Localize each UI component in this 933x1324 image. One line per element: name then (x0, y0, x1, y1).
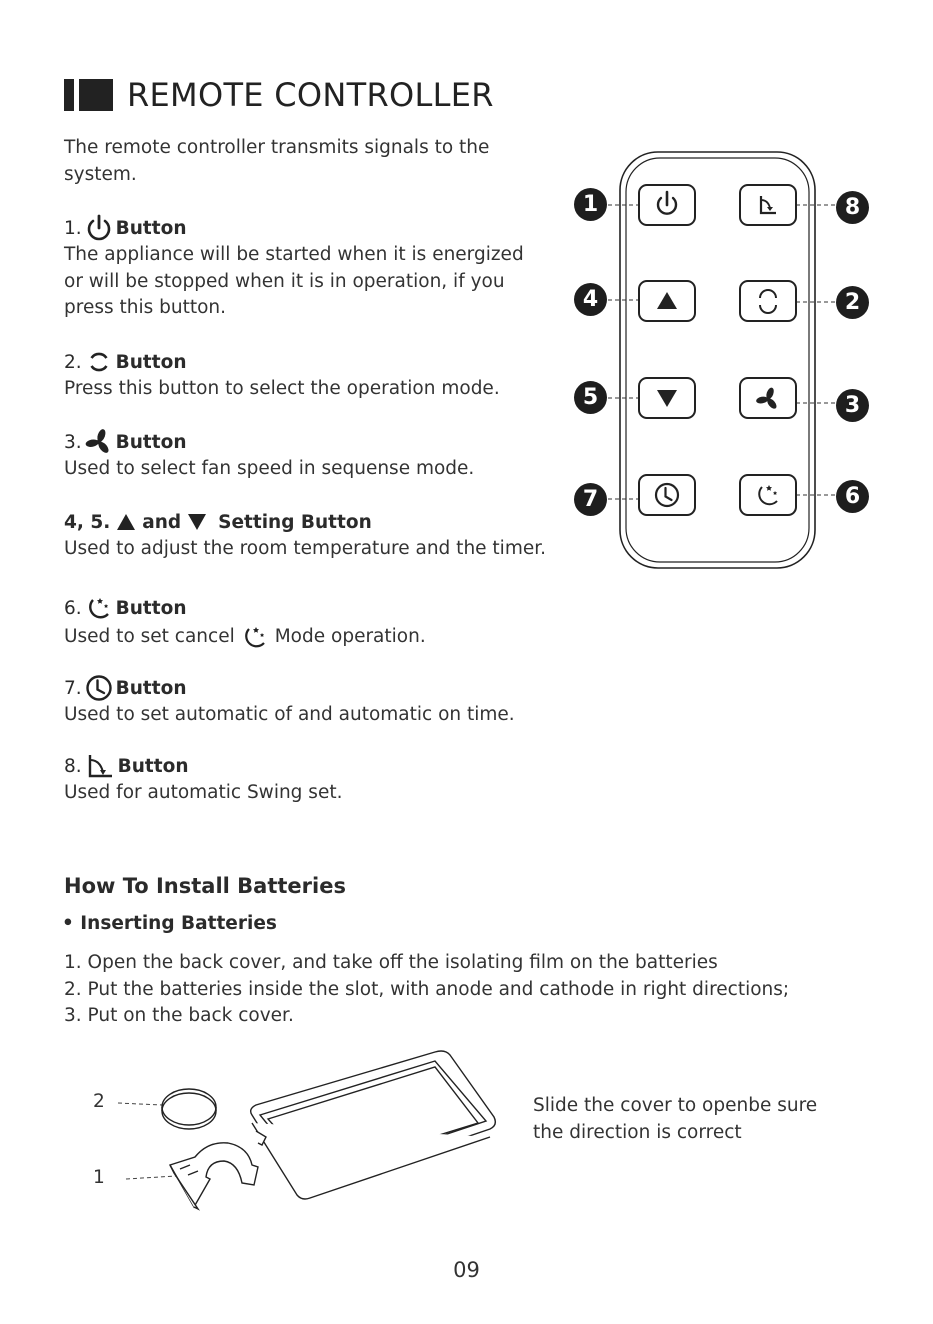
step-line: 2. Put the batteries inside the slot, with anode and cathode in right directions; (64, 978, 790, 1000)
section-number: 8. (64, 755, 82, 777)
battery-install-illustration (90, 1045, 510, 1220)
section-number: 6. (64, 597, 82, 619)
section-line: press this button. (64, 297, 227, 318)
section-line: Used to set automatic of and automatic on time. (64, 704, 515, 725)
section-number: 3. (64, 431, 82, 453)
callout-1: 1 (574, 188, 607, 221)
callout-4: 4 (574, 283, 607, 316)
section-label: Button (115, 351, 187, 373)
page-title-block (64, 78, 494, 112)
section-number: 4, 5. (64, 511, 111, 533)
section-line-pre: Used to set cancel (64, 625, 235, 647)
callout-3: 3 (836, 389, 869, 422)
intro-line-1: The remote controller transmits signals to the (64, 137, 490, 158)
section-line: Used to select fan speed in sequense mode. (64, 458, 475, 479)
batteries-steps (64, 950, 824, 1030)
label-holder: 1 (93, 1167, 105, 1188)
remote-back-view (251, 1051, 496, 1199)
step-line: 1. Open the back cover, and take off the isolating film on the batteries (64, 952, 718, 973)
section-line: The appliance will be started when it is energized (64, 244, 524, 265)
section-setting (64, 508, 564, 563)
sleep-icon (84, 593, 114, 623)
coin-battery (162, 1089, 216, 1129)
section-swing (64, 752, 564, 807)
section-label: Button (115, 217, 187, 239)
callout-6: 6 (836, 480, 869, 513)
section-line: or will be stopped when it is in operation, if you (64, 270, 505, 292)
remote-timer-button (639, 475, 695, 515)
callout-5: 5 (574, 381, 607, 414)
section-number: 1. (64, 217, 82, 239)
note-line: the direction is correct (533, 1121, 742, 1143)
page-number: 09 (453, 1258, 480, 1282)
up-arrow-icon (115, 512, 137, 532)
intro-line-2: system. (64, 163, 137, 185)
section-line: Press this button to select the operation mode. (64, 378, 500, 399)
down-arrow-icon (186, 512, 208, 532)
section-line: Used to adjust the room temperature and the timer. (64, 538, 547, 559)
remote-mode-button (740, 281, 796, 321)
callout-7: 7 (574, 483, 607, 516)
section-timer (64, 674, 564, 729)
batteries-note (533, 1093, 863, 1146)
step-line: 3. Put on the back cover. (64, 1005, 294, 1026)
label-battery: 2 (93, 1091, 105, 1112)
fan-icon (84, 428, 114, 456)
section-label: Button (117, 755, 189, 777)
section-number: 7. (64, 677, 82, 699)
section-mode (64, 348, 564, 403)
section-sleep (64, 594, 564, 652)
section-number: 2. (64, 351, 82, 373)
section-label: Button (115, 677, 187, 699)
section-line: Used for automatic Swing set. (64, 782, 343, 803)
note-line: Slide the cover to openbe sure (533, 1095, 818, 1116)
callout-8: 8 (836, 191, 869, 224)
power-icon (85, 214, 113, 242)
callout-leaders (608, 205, 836, 499)
title-bar-mark (64, 79, 74, 111)
and-text: and (142, 511, 182, 533)
section-fan (64, 428, 564, 483)
batteries-subheading: • Inserting Batteries (62, 913, 277, 934)
section-line-post: Mode operation. (274, 625, 426, 647)
title-block-mark (79, 79, 113, 111)
section-label: Setting Button (218, 511, 372, 533)
section-power (64, 214, 564, 322)
callout-2: 2 (836, 286, 869, 319)
section-label: Button (115, 597, 187, 619)
timer-icon (85, 674, 113, 702)
battery-holder (170, 1143, 258, 1209)
intro-text (64, 135, 564, 188)
page-title: REMOTE CONTROLLER (127, 76, 494, 114)
batteries-heading: How To Install Batteries (64, 874, 346, 898)
swing-icon (85, 752, 115, 780)
mode-icon (85, 348, 113, 376)
sleep-icon (239, 622, 271, 652)
section-label: Button (115, 431, 187, 453)
remote-sleep-button (740, 475, 796, 515)
